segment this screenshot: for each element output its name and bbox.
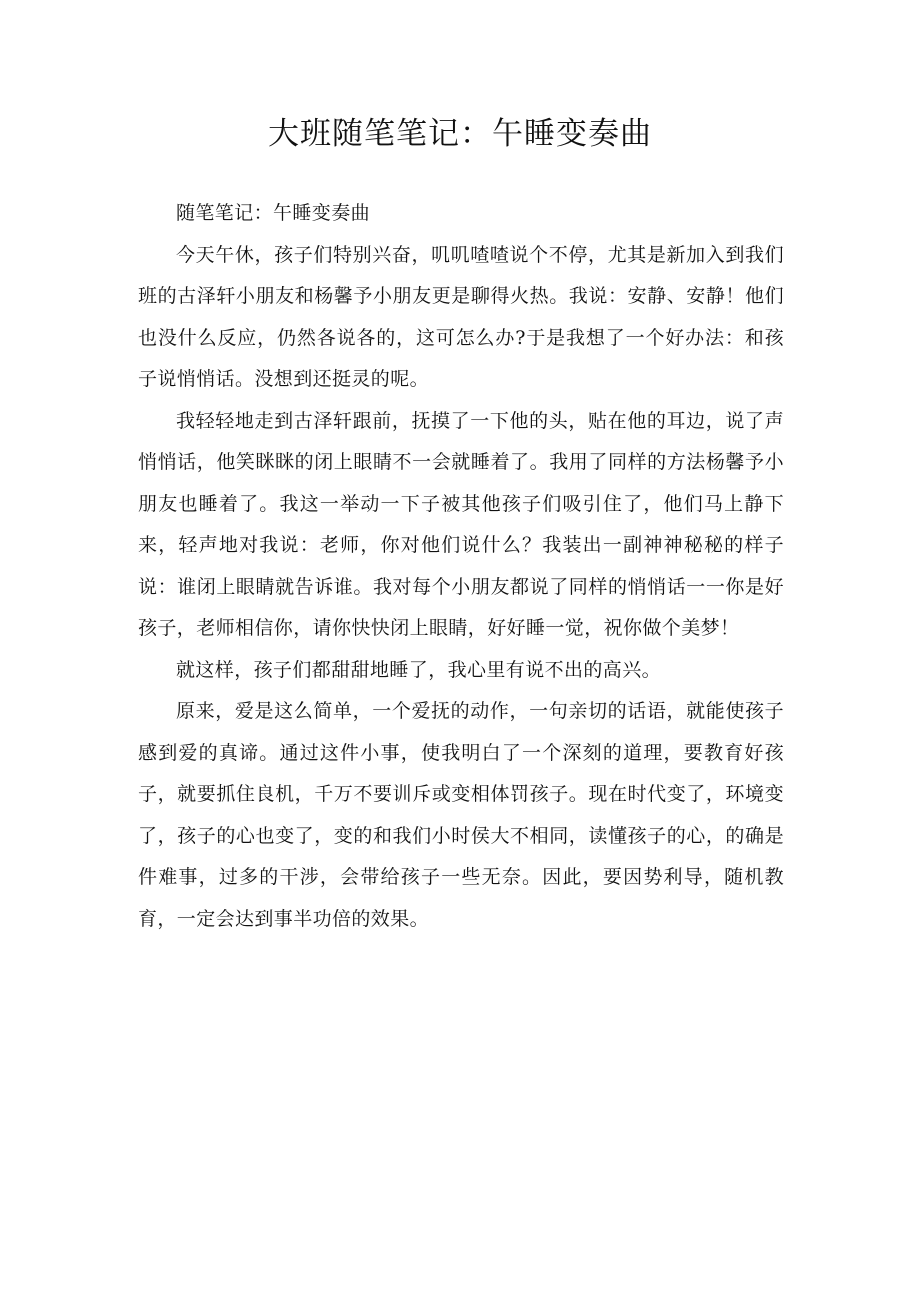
paragraph-3: 就这样，孩子们都甜甜地睡了，我心里有说不出的高兴。: [176, 658, 662, 681]
paragraph-subtitle: 随笔笔记：午睡变奏曲: [176, 202, 371, 224]
document-body: [138, 193, 784, 940]
paragraph-2: 我轻轻地走到古泽轩跟前，抚摸了一下他的头，贴在他的耳边，说了声悄悄话，他笑眯眯的闭上眼睛不一会就睡着了。我用了同样的方法杨馨予小朋友也睡着了。我这一举动一下子被其他孩子们吸引住了，他们马上静下来，轻声地对我说：老师，你对他们说什么？我装出一副神神秘秘的样子说：谁闭上眼睛就告诉谁。我对每个小朋友都说了同样的悄悄话一一你是好孩子，老师相信你，请你快快闭上眼睛，好好睡一觉，祝你做个美梦！: [138, 409, 784, 639]
paragraph-1: 今天午休，孩子们特别兴奋，叽叽喳喳说个不停，尤其是新加入到我们班的古泽轩小朋友和杨馨予小朋友更是聊得火热。我说：安静、安静！他们也没什么反应，仍然各说各的，这可怎么办?于是我想了一个好办法：和孩子说悄悄话。没想到还挺灵的呢。: [138, 243, 784, 390]
paragraph-4: 原来，爱是这么简单，一个爱抚的动作，一句亲切的话语，就能使孩子感到爱的真谛。通过这件小事，使我明白了一个深刻的道理，要教育好孩子，就要抓住良机，千万不要训斥或变相体罚孩子。现在时代变了，环境变了，孩子的心也变了，变的和我们小时侯大不相同，读懂孩子的心，的确是件难事，过多的干涉，会带给孩子一些无奈。因此，要因势利导，随机教育，一定会达到事半功倍的效果。: [138, 700, 784, 930]
document-title: 大班随笔笔记：午睡变奏曲: [268, 116, 652, 152]
